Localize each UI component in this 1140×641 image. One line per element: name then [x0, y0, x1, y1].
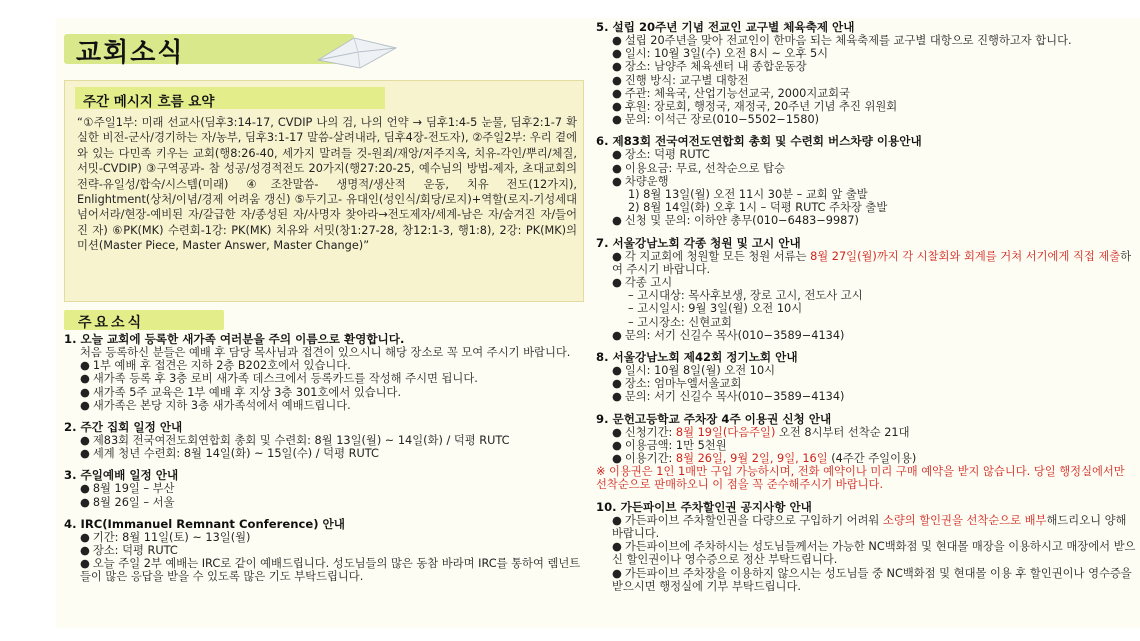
item-text: 가든파이브 주차할인권을 다량으로 구입하기 어려워 — [624, 513, 880, 527]
section-title: 6. 제83회 전국여전도연합회 총회 및 수련회 버스차량 이용안내 — [596, 134, 922, 149]
section-title: 5. 설립 20주년 기념 전교인 교구별 체육축제 안내 — [596, 20, 855, 34]
section-text: 처음 등록하신 분들은 예배 후 담당 목사님과 접견이 있으시니 해당 장소로 꼭 모여 주시기 바랍니다. — [80, 346, 571, 359]
list-item: ● 장소: 덕평 RUTC — [64, 544, 584, 557]
item-text: 하여 주시기 바랍니다. — [612, 249, 1132, 276]
list-item: ● 새가족 등록 후 3층 로비 새가족 데스크에서 등록카드를 작성해 주시면 됩니다. — [64, 372, 584, 385]
list-item: ● 장소: 엄마누엘서울교회 — [596, 377, 1136, 390]
news-section-10 — [596, 500, 1136, 593]
bus-run: 2) 8월 14일(화) 오후 1시 – 덕평 RUTC 주차장 출발 — [628, 201, 888, 215]
list-item: ● 각종 고시 — [596, 276, 1136, 289]
list-item: ● 8월 26일 – 서울 — [64, 496, 584, 509]
news-section-9 — [596, 412, 1136, 492]
list-item: ● 문의: 서기 신길수 목사(010−3589−4134) — [596, 390, 1136, 403]
date-text: 8월 19일(다음주일) — [675, 425, 776, 439]
section-title: 10. 가든파이브 주차할인권 공지사항 안내 — [596, 499, 812, 514]
weekly-message-heading: 주간 메시지 흐름 요약 — [75, 87, 385, 109]
envelope-icon — [310, 30, 400, 70]
weekly-message-body: “①주일1부: 미래 선교사(딤후3:14-17, CVDIP 나의 검, 나의 언약 → 딤후1:4-5 눈물, 딤후2:1-7 확실한 비전-군사/경기하는 자/농부, 딤후3:1-17 말씀-살려내라, 딤후4장-전도자), ②주일2부: 우리 곁에 와 있는 다민족 키우는 교회(행8:26-40, 세가지 말려들 것-원죄/재앙/저주지옥, 치유-각인/뿌리/체질, 서밋-CVDIP) ③구역공과- 참 성공/성경적전도 20가지(행27:20-25, 예수님의 방법-제자, 초대교회의 전략-유일성/합숙/시스템(미래) ④조찬말씀- 생명적/생산적 운동, 치유 전도(12가지), Enlightment(상처/이념/경제 어려움 갱신) ⑤두기고- 유대인(성인식/회당/로지)+역할(로지-기성세대 넘어서라/현장-예비된 자/갈급한 자/종성된 자/사명자 찾아라→전도제자/세계-남은 자/숨겨진 자/들어진 자) ⑥PK(MK) 수련회-1강: PK(MK) 치유와 서밋(창1:27-28, 창12:1-3, 행1:8), 2강: PK(MK)의 미션(Master Piece, Master Answer, Master Change)” — [77, 116, 577, 253]
title-area — [64, 24, 584, 74]
date-text: 8월 26일, 9월 2일, 9일, 16일 — [675, 452, 828, 466]
list-item: ● 1부 예배 후 접견은 지하 2층 B202호에서 있습니다. — [64, 359, 584, 372]
deadline-text: 8월 27일(월)까지 각 시찰회와 회계를 거쳐 서기에게 직접 제출 — [810, 249, 1121, 263]
list-item: ● 일시: 10월 3일(수) 오전 8시 ~ 오후 5시 — [596, 47, 1136, 60]
list-item: ● 세계 청년 수련회: 8월 14일(화) ~ 15일(수) / 덕평 RUTC — [64, 447, 584, 460]
item-text: 오전 8시부터 선착순 21대 — [778, 425, 910, 439]
page-title: 교회소식 — [76, 38, 185, 68]
list-item: ● 오늘 주일 2부 예배는 IRC로 같이 예배드립니다. 성도님들의 많은 동참 바라며 IRC를 통하여 렘넌트들이 많은 응답을 받을 수 있도록 많은 기도 부탁드립니다. — [64, 557, 584, 583]
list-item: ● 장소: 덕평 RUTC — [596, 148, 1136, 161]
item-label: 신청기간: — [624, 425, 673, 439]
news-section-4 — [64, 517, 584, 584]
list-item — [596, 250, 1136, 276]
section-title: 1. 오늘 교회에 등록한 새가족 여러분을 주의 이름으로 환영합니다. — [64, 332, 405, 346]
item-label: 이용기간: — [624, 452, 673, 466]
list-item: ● 진행 방식: 교구별 대항전 — [596, 74, 1136, 87]
section-title: 8. 서울강남노회 제42회 정기노회 안내 — [596, 350, 798, 365]
weekly-message-box — [64, 80, 584, 302]
right-column — [596, 20, 1136, 593]
news-section-3 — [64, 468, 584, 508]
main-news-heading: 주요소식 — [64, 310, 224, 330]
list-item: ● 신청 및 문의: 이하얀 총무(010−6483−9987) — [596, 214, 1136, 227]
news-section-8 — [596, 350, 1136, 404]
list-item: ● 가든파이브에 주차하시는 성도님들께서는 가능한 NC백화점 및 현대몰 매장을 이용하시고 매장에서 받으신 할인권이나 영수증으로 정산 부탁드립니다. — [596, 540, 1136, 566]
list-item: ● 가든파이브 주차장을 이용하지 않으시는 성도님들 중 NC백화점 및 현대몰 이용 후 할인권이나 영수증을 받으시면 행정실에 기부 부탁드립니다. — [596, 567, 1136, 593]
list-item: ● 장소: 남양주 체육센터 내 종합운동장 — [596, 60, 1136, 73]
list-item: ● 이용금액: 1만 5천원 — [596, 439, 1136, 452]
item-text: 각 지교회에 청원할 모든 청원 서류는 — [624, 249, 807, 263]
list-item: ● 제83회 전국여전도회연합회 총회 및 수련회: 8월 13일(월) ~ 14일(화) / 덕평 RUTC — [64, 434, 584, 447]
highlight-text: 소량의 할인권을 선착순으로 배부 — [882, 513, 1047, 527]
section-title: 3. 주일예배 일정 안내 — [64, 468, 179, 483]
list-item — [596, 452, 1136, 465]
parking-note: ※ 이용권은 1인 1매만 구입 가능하시며, 전화 예약이나 미리 구매 예약을 받지 않습니다. 당일 행정실에서만 선착순으로 판매하오니 이 점을 꼭 준수해주시기 바랍니다. — [596, 465, 1125, 492]
list-item: ● 기간: 8월 11일(토) ~ 13일(월) — [64, 531, 584, 544]
list-item — [596, 514, 1136, 540]
section-title: 7. 서울강남노회 각종 청원 및 고시 안내 — [596, 235, 801, 250]
list-item: ● 새가족 5주 교육은 1부 예배 후 지상 3층 301호에서 있습니다. — [64, 386, 584, 399]
list-item: ● 후원: 장로회, 행정국, 재정국, 20주년 기념 추진 위원회 — [596, 100, 1136, 113]
news-section-7 — [596, 236, 1136, 342]
list-item — [596, 426, 1136, 439]
exam-detail: – 고시장소: 신현교회 — [628, 315, 732, 329]
list-item: ● 일시: 10월 8일(월) 오전 10시 — [596, 364, 1136, 377]
list-item: ● 문의: 이석근 장로(010−5502−1580) — [596, 113, 1136, 126]
item-text: (4주간 주일이용) — [831, 452, 917, 466]
list-item: ● 새가족은 본당 지하 3층 새가족석에서 예배드립니다. — [64, 399, 584, 412]
item-text: 해드리오니 양해바랍니다. — [612, 513, 1127, 540]
news-section-1 — [64, 332, 584, 412]
list-item: ● 주관: 체육국, 산업기능선교국, 2000지교회국 — [596, 87, 1136, 100]
section-title: 2. 주간 집회 일정 안내 — [64, 420, 183, 435]
news-section-5 — [596, 20, 1136, 126]
exam-detail: – 고시일시: 9월 3일(월) 오전 10시 — [628, 302, 803, 316]
section-title: 4. IRC(Immanuel Remnant Conference) 안내 — [64, 516, 345, 531]
news-section-2 — [64, 420, 584, 460]
news-section-6 — [596, 134, 1136, 227]
list-item: ● 8월 19일 – 부산 — [64, 482, 584, 495]
left-column — [64, 24, 584, 584]
list-item: ● 문의: 서기 신길수 목사(010−3589−4134) — [596, 329, 1136, 342]
list-item: ● 설립 20주년을 맞아 전교인이 한마음 되는 체육축제를 교구별 대항으로 진행하고자 합니다. — [596, 34, 1136, 47]
bus-run: 1) 8월 13일(월) 오전 11시 30분 – 교회 앞 출발 — [628, 188, 868, 202]
list-item: ● 이용요금: 무료, 선착순으로 탑승 — [596, 162, 1136, 175]
exam-detail: – 고시대상: 목사후보생, 장로 고시, 전도사 고시 — [628, 289, 863, 303]
section-title: 9. 문헌고등학교 주차장 4주 이용권 신청 안내 — [596, 411, 832, 426]
list-item: ● 차량운행 — [596, 175, 1136, 188]
